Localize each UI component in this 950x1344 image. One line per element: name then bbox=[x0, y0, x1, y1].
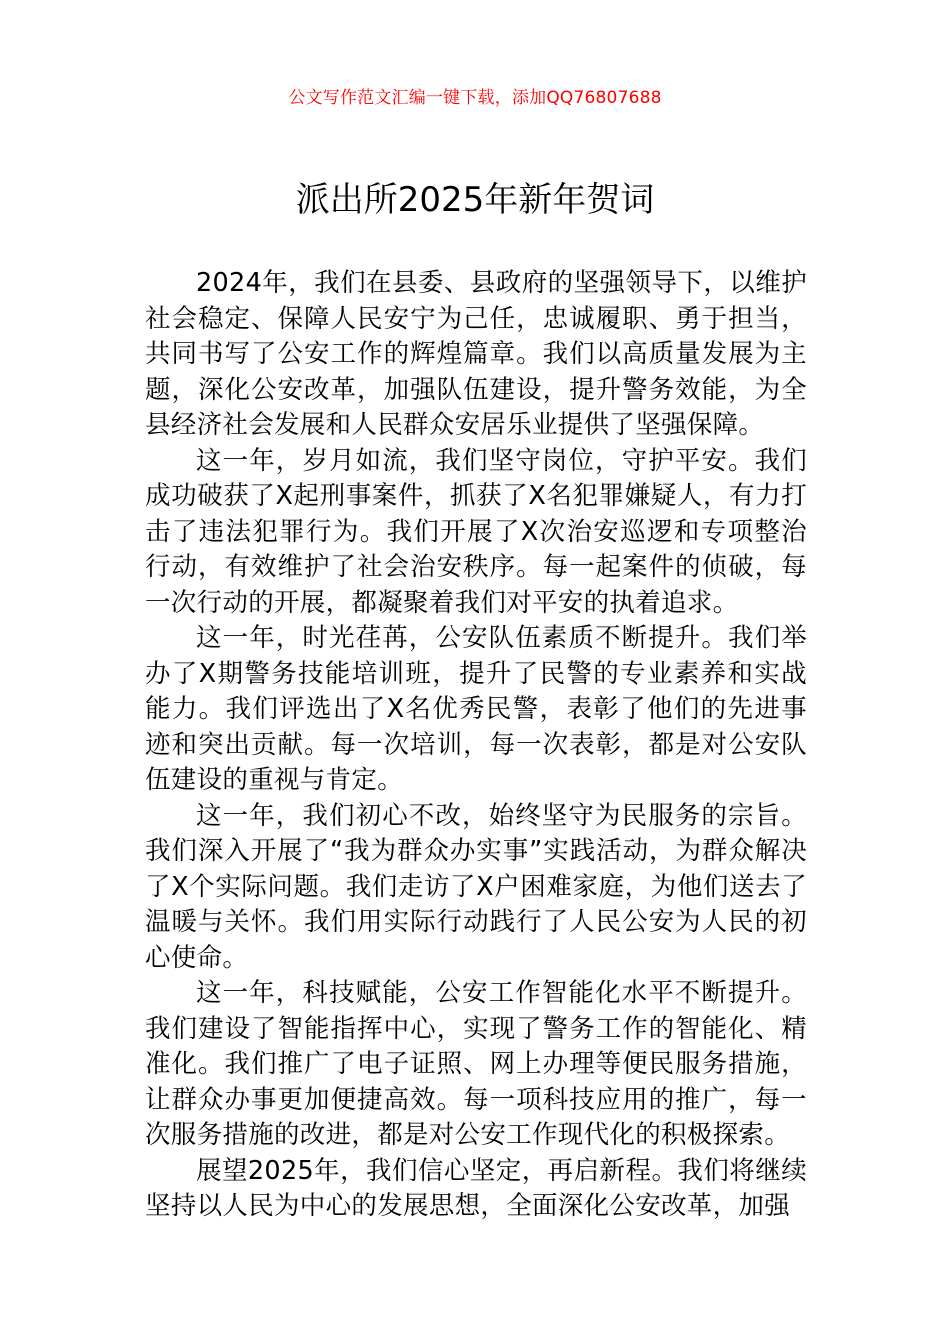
paragraph-1: 2024年，我们在县委、县政府的坚强领导下，以维护社会稳定、保障人民安宁为己任，忠诚履职、勇于担当，共同书写了公安工作的辉煌篇章。我们以高质量发展为主题，深化公安改革，加强队伍建设，提升警务效能，为全县经济社会发展和人民群众安居乐业提供了坚强保障。 bbox=[145, 268, 807, 440]
paragraph-5: 这一年，科技赋能，公安工作智能化水平不断提升。我们建设了智能指挥中心，实现了警务工作的智能化、精准化。我们推广了电子证照、网上办理等便民服务措施，让群众办事更加便捷高效。每一项科技应用的推广，每一次服务措施的改进，都是对公安工作现代化的积极探索。 bbox=[145, 978, 807, 1150]
paragraph-4: 这一年，我们初心不改，始终坚守为民服务的宗旨。我们深入开展了“我为群众办实事”实践活动，为群众解决了X个实际问题。我们走访了X户困难家庭，为他们送去了温暖与关怀。我们用实际行动践行了人民公安为人民的初心使命。 bbox=[145, 800, 807, 973]
document-title: 派出所2025年新年贺词 bbox=[295, 180, 655, 220]
paragraph-3: 这一年，时光荏苒，公安队伍素质不断提升。我们举办了X期警务技能培训班，提升了民警的专业素养和实战能力。我们评选出了X名优秀民警，表彰了他们的先进事迹和突出贡献。每一次培训，每一次表彰，都是对公安队伍建设的重视与肯定。 bbox=[145, 623, 807, 795]
document-body bbox=[145, 266, 807, 1225]
paragraph-6: 展望2025年，我们信心坚定，再启新程。我们将继续坚持以人民为中心的发展思想，全面深化公安改革，加强 bbox=[145, 1155, 807, 1221]
download-notice: 公文写作范文汇编一键下载，添加QQ76807688 bbox=[288, 88, 662, 108]
paragraph-2: 这一年，岁月如流，我们坚守岗位，守护平安。我们成功破获了X起刑事案件，抓获了X名犯罪嫌疑人，有力打击了违法犯罪行为。我们开展了X次治安巡逻和专项整治行动，有效维护了社会治安秩序。每一起案件的侦破，每一次行动的开展，都凝聚着我们对平安的执着追求。 bbox=[145, 445, 807, 618]
